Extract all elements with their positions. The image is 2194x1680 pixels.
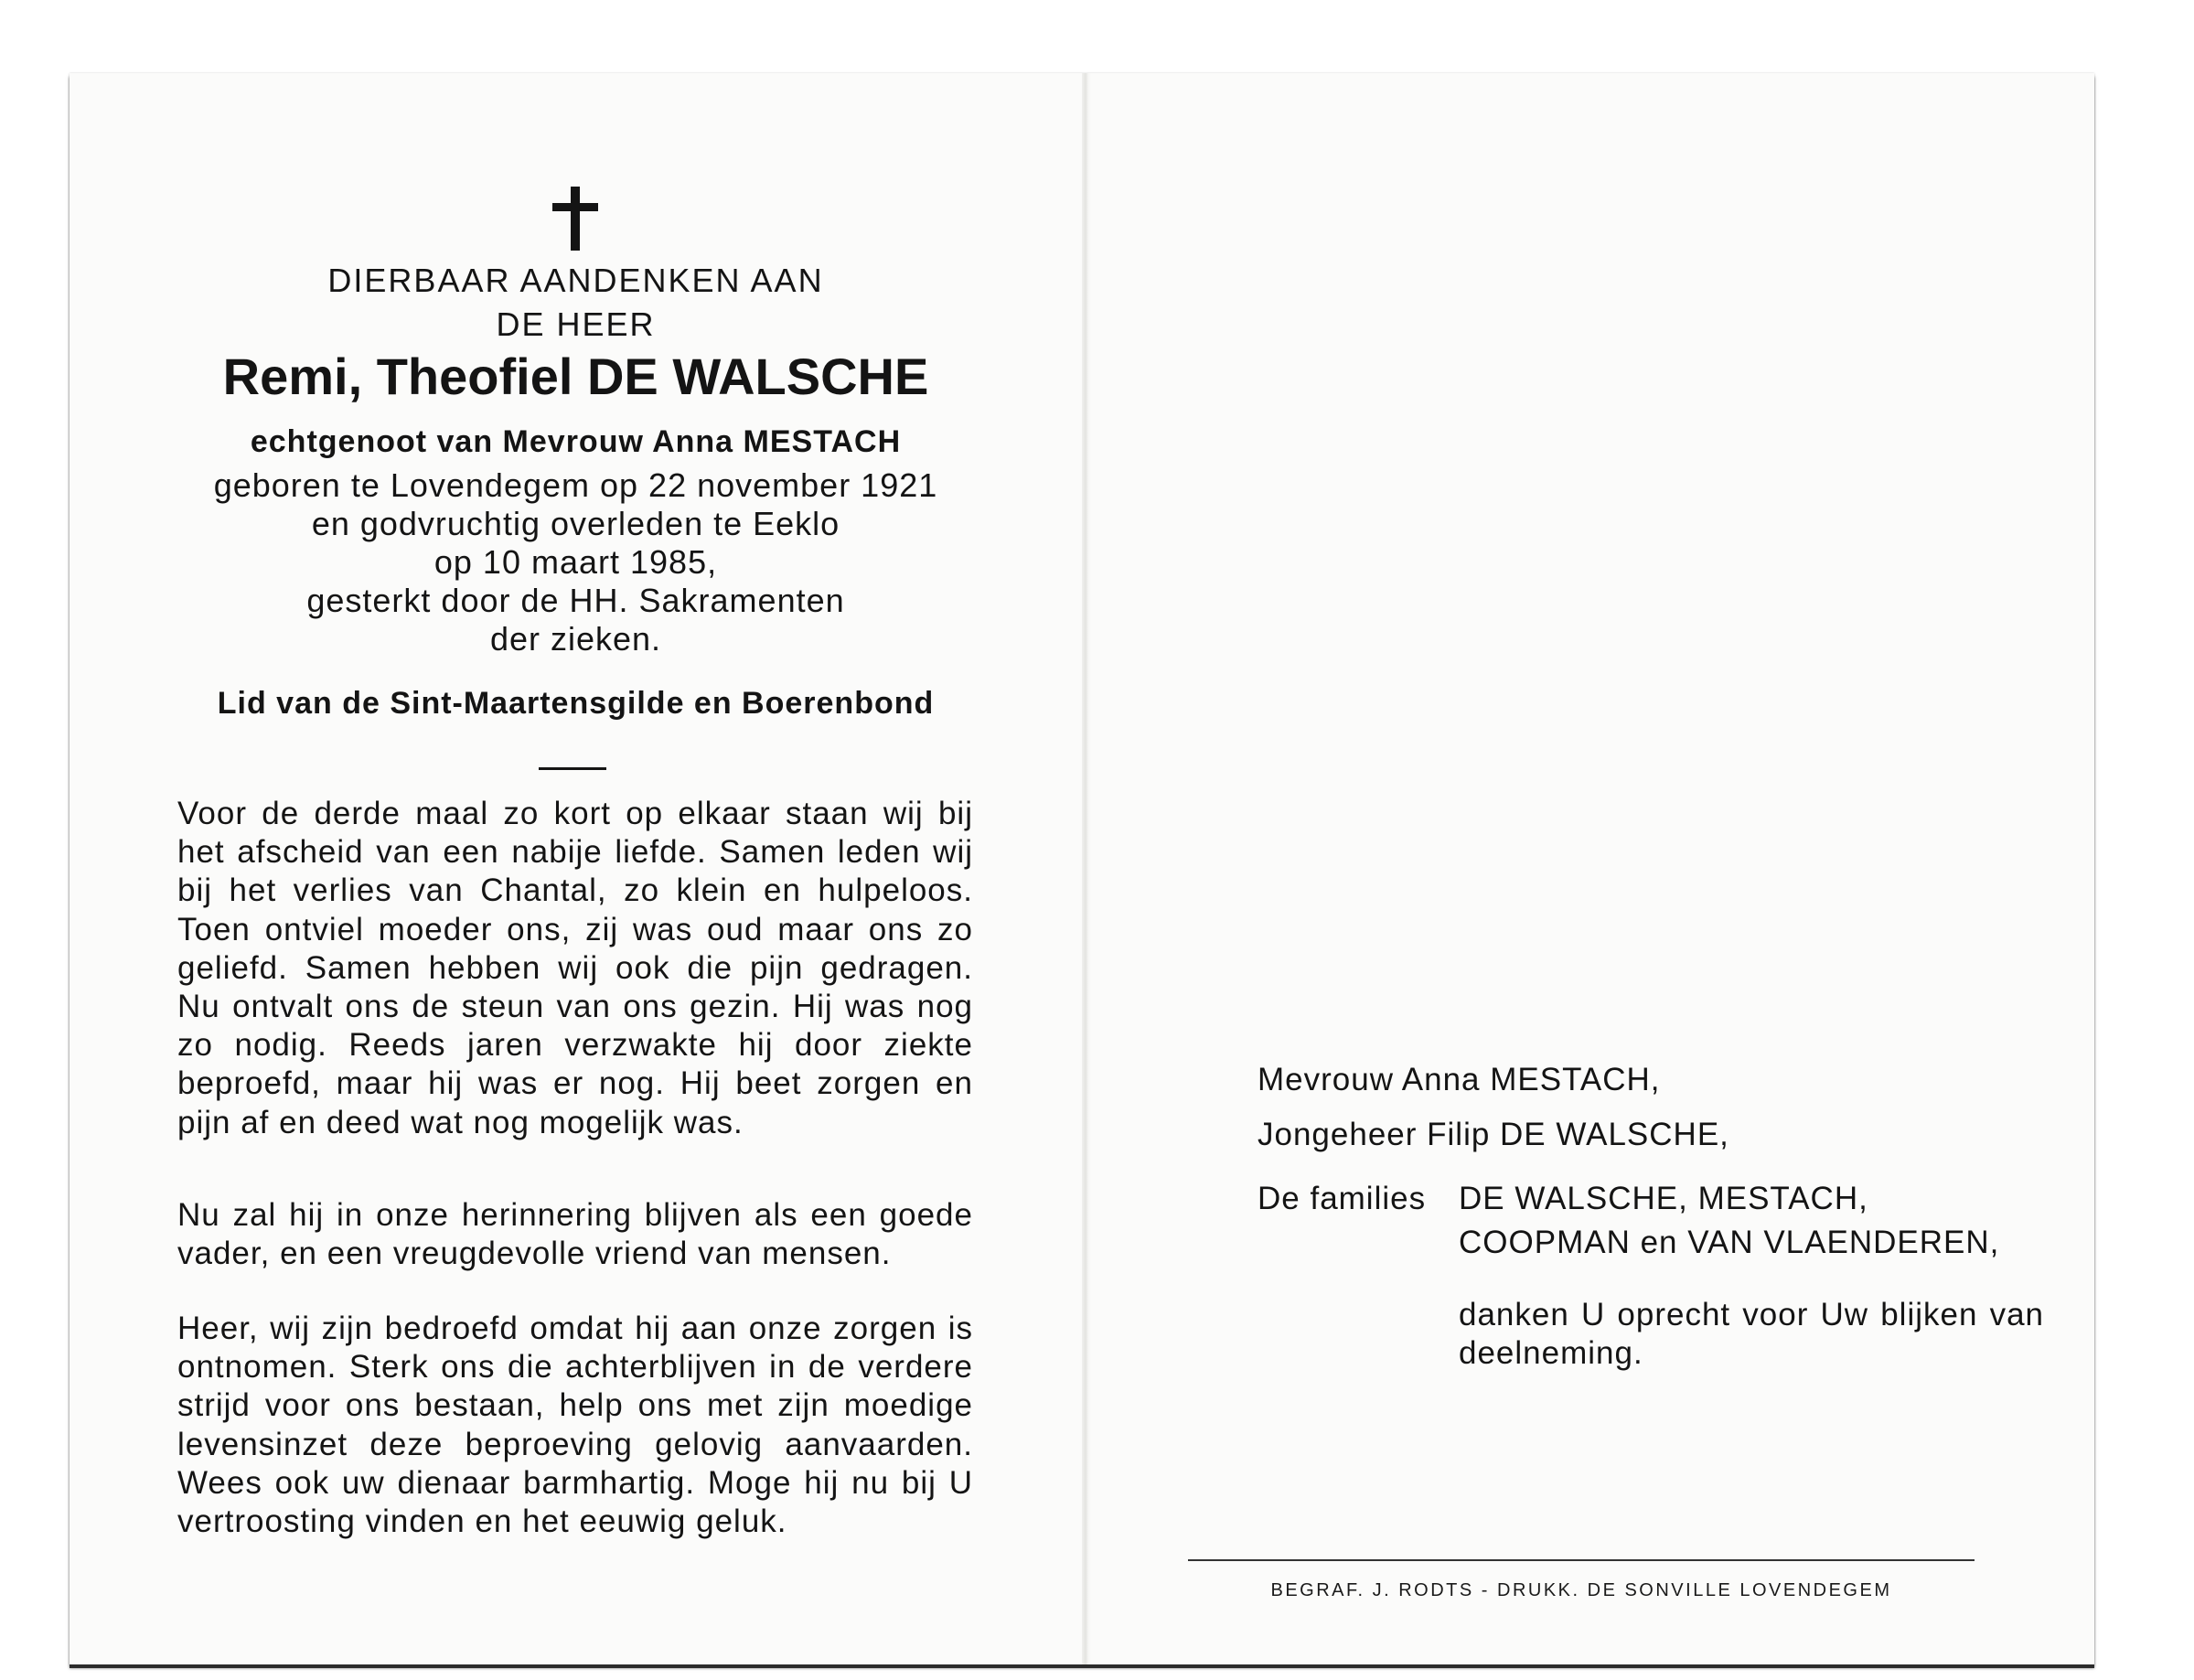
memorial-card bbox=[70, 73, 2094, 1664]
widow-line: Mevrouw Anna MESTACH, bbox=[1258, 1062, 1661, 1097]
left-panel bbox=[70, 73, 1082, 1664]
separator-dash bbox=[539, 767, 606, 770]
intro-line-2: DE HEER bbox=[496, 305, 656, 343]
son-line: Jongeheer Filip DE WALSCHE, bbox=[1258, 1117, 1729, 1152]
birth-death-details: geboren te Lovendegem op 22 november 1921 en godvruchtig overleden te Eeklo op 10 maart 1985, gesterkt door de HH. Sakramenten der zieken. bbox=[213, 466, 938, 658]
deceased-name: Remi, Theofiel DE WALSCHE bbox=[222, 348, 929, 405]
families-label: De families bbox=[1258, 1181, 1427, 1216]
card-fold bbox=[1082, 73, 1091, 1664]
printer-credit: BEGRAF. J. RODTS - DRUKK. DE SONVILLE LOVENDEGEM bbox=[1270, 1580, 1892, 1600]
spouse-line: echtgenoot van Mevrouw Anna MESTACH bbox=[250, 424, 902, 459]
thanks-block bbox=[1258, 73, 2081, 1664]
membership-line: Lid van de Sint-Maartensgilde en Boerenbond bbox=[217, 686, 935, 721]
prayer-paragraph-1: Voor de derde maal zo kort op elkaar staan wij bij het afscheid van een nabije liefde. Samen leden wij bij het verlies van Chantal, zo klein en hulpeloos. Toen ontviel moeder ons, zij was oud maar ons zo geliefd. Samen hebben wij ook die pijn gedragen. Nu ontvalt ons de steun van ons gezin. Hij was nog zo nodig. Reeds jaren verzwakte hij door ziekte beproefd, maar hij was er nog. Hij beet zorgen en pijn af en deed wat nog mogelijk was. bbox=[177, 796, 973, 1140]
right-panel bbox=[1091, 73, 2094, 1664]
footer-rule bbox=[1188, 1559, 1975, 1561]
cross-icon bbox=[552, 187, 598, 251]
prayer-paragraph-2: Nu zal hij in onze herinnering blijven als een goede vader, en een vreugdevolle vriend van mensen. bbox=[177, 1197, 973, 1272]
families-line-1: DE WALSCHE, MESTACH, bbox=[1459, 1181, 1868, 1216]
prayer-paragraph-3: Heer, wij zijn bedroefd omdat hij aan onze zorgen is ontnomen. Sterk ons die achterblijven in de verdere strijd voor ons bestaan, help ons met zijn moedige levensinzet deze beproeving gelovig aanvaarden. Wees ook uw dienaar barmhartig. Moge hij nu bij U vertroosting vinden en het eeuwig geluk. bbox=[177, 1311, 973, 1540]
families-line-2: COOPMAN en VAN VLAENDEREN, bbox=[1459, 1225, 2000, 1260]
intro-line-1: DIERBAAR AANDENKEN AAN bbox=[327, 262, 824, 299]
thanks-text: danken U oprecht voor Uw blijken van deelneming. bbox=[1459, 1297, 2044, 1371]
